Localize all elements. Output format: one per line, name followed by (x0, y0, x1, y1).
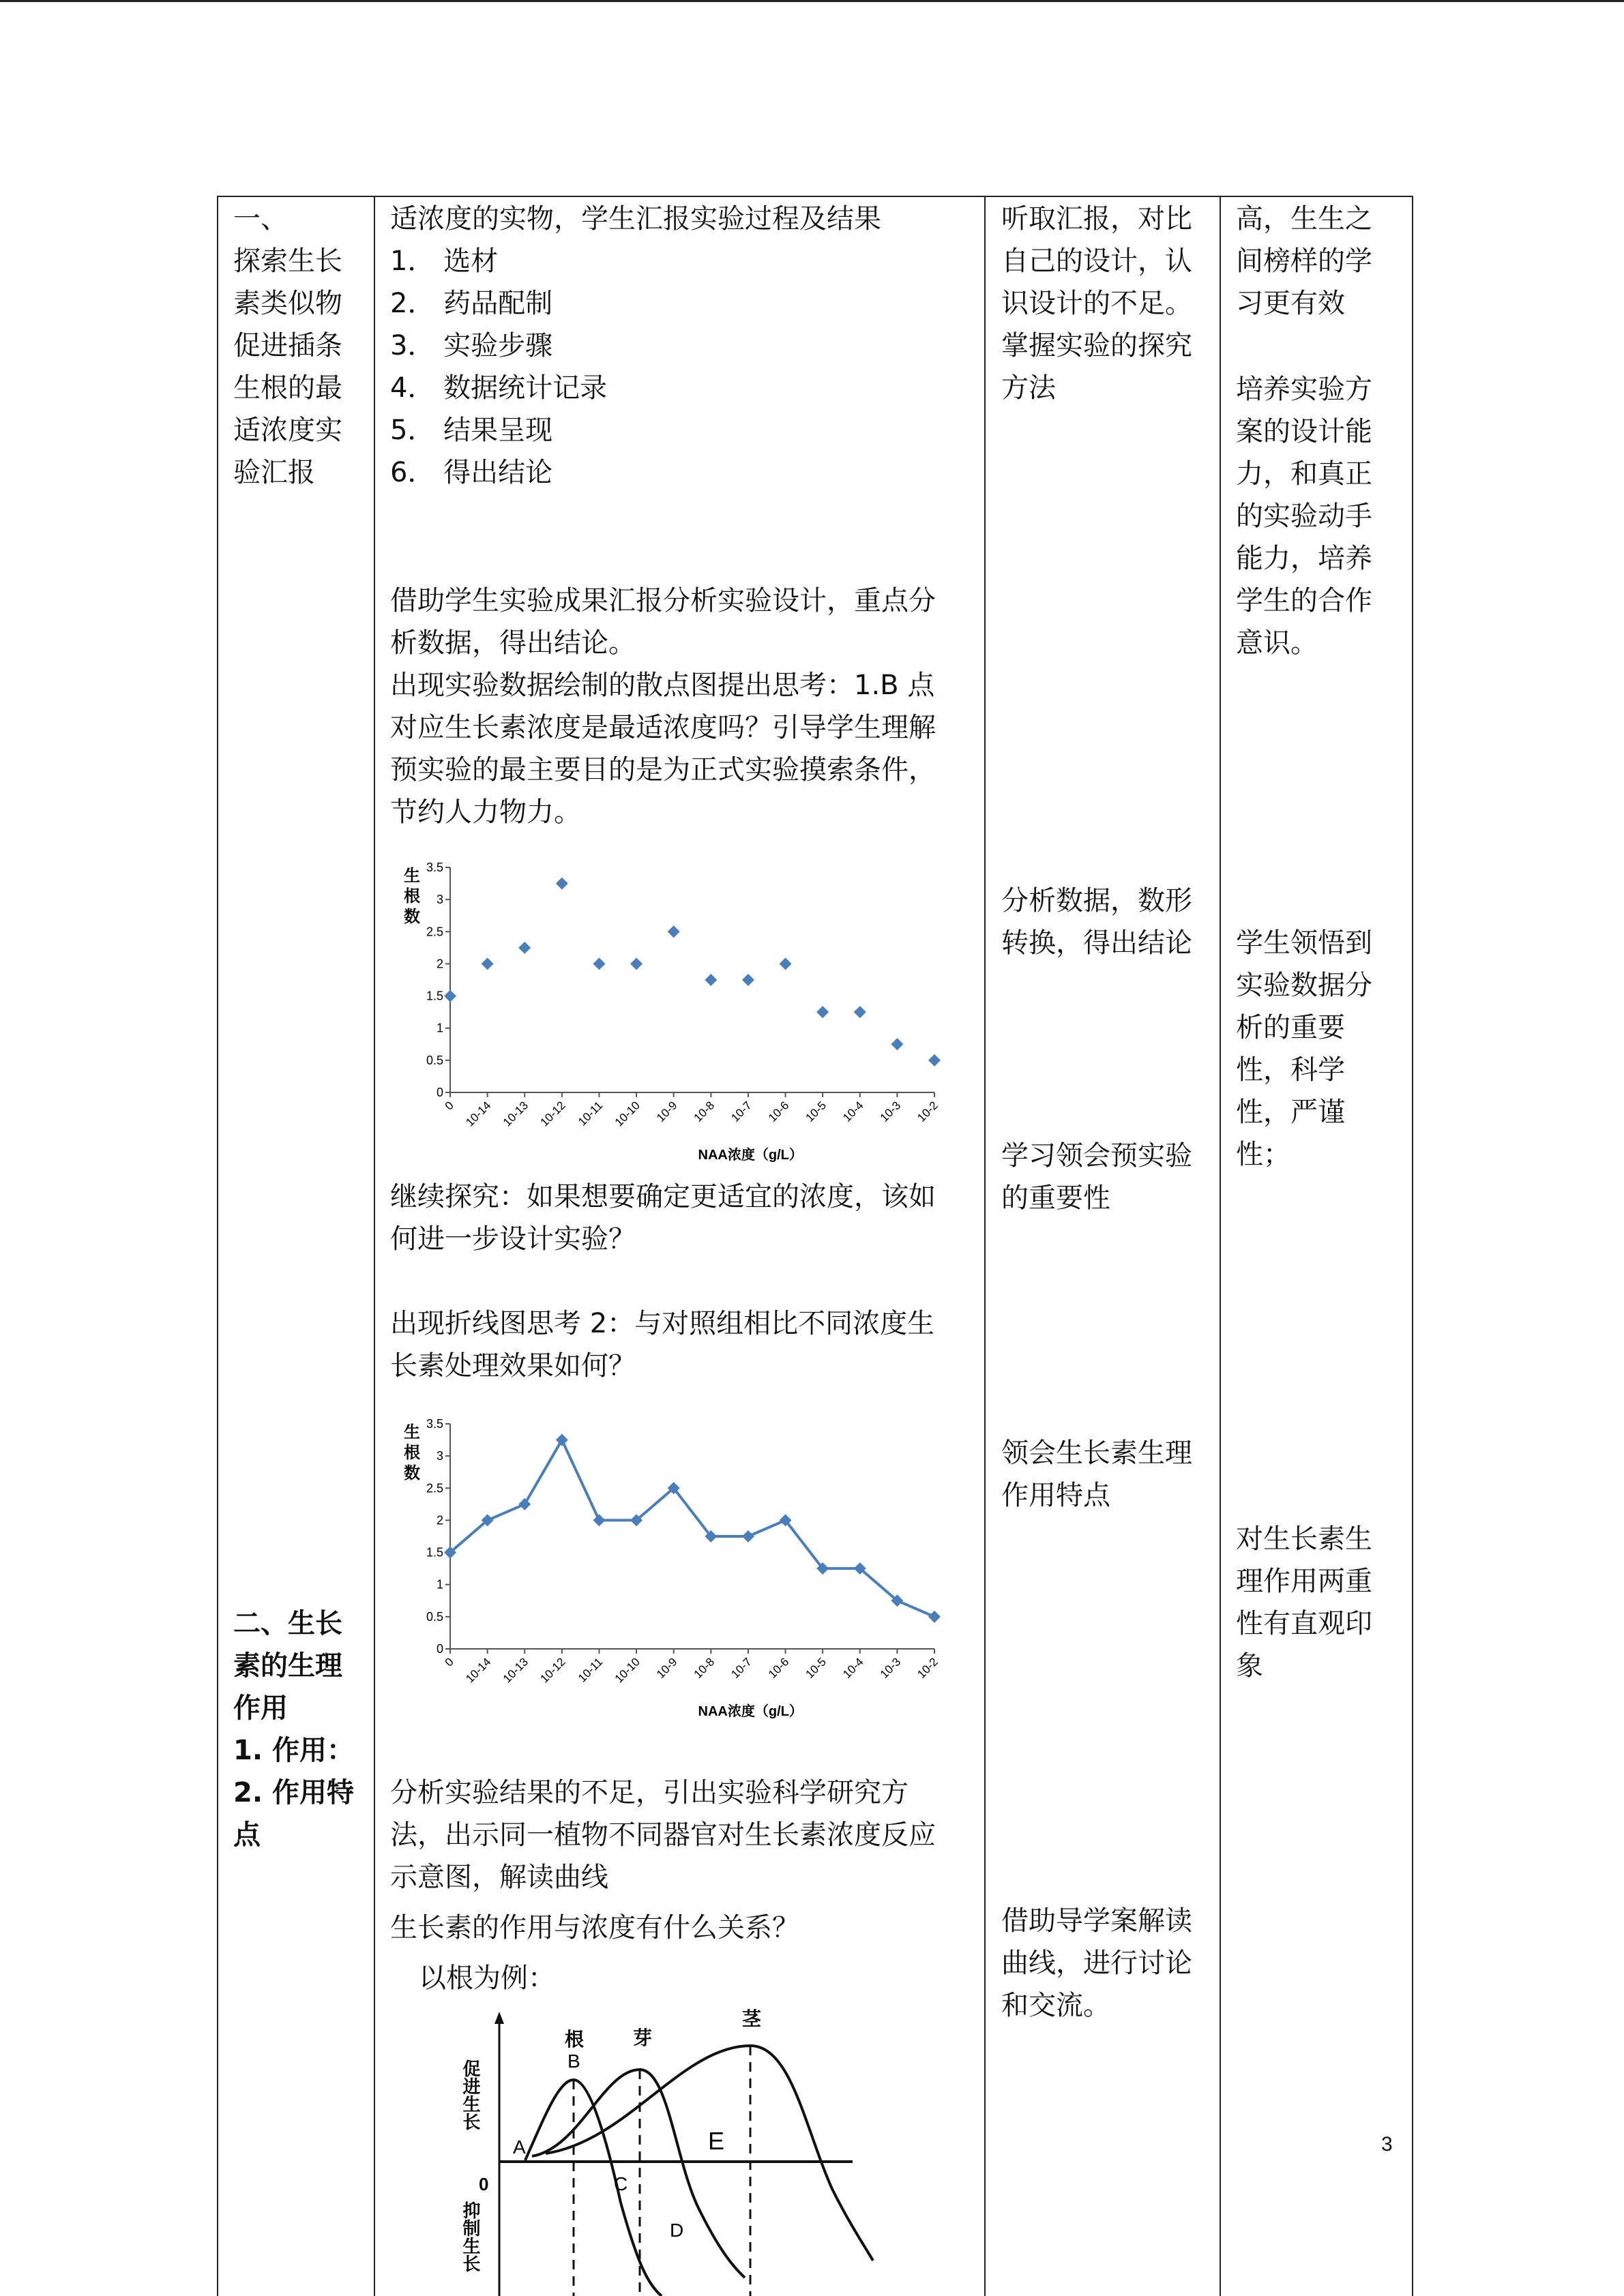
table-column-divider (374, 196, 375, 2296)
x-tick-label: 10-5 (803, 1099, 829, 1124)
bud-curve (532, 2070, 745, 2278)
text-line: 何进一步设计实验？ (390, 1223, 636, 1255)
y-tick-label: 2.5 (426, 1481, 443, 1495)
text-line: 和交流。 (1001, 1990, 1110, 2021)
text-line: 领会生长素生理 (1001, 1437, 1192, 1469)
x-tick-label: 0 (442, 1655, 456, 1669)
text-line: 作用特点 (1001, 1480, 1110, 1511)
data-point (742, 1530, 754, 1542)
x-tick-label: 10-11 (576, 1099, 606, 1129)
x-tick-label: 10-3 (877, 1099, 904, 1124)
series-line (450, 1440, 934, 1617)
section-1-title (233, 198, 342, 494)
y-axis-label: 生 (404, 1423, 420, 1442)
x-tick-label: 0 (442, 1099, 456, 1113)
text-line: 案的设计能 (1236, 416, 1372, 447)
x-tick-label: 10-10 (612, 1655, 643, 1686)
text-line: 适浓度的实物，学生汇报实验过程及结果 (390, 203, 881, 235)
data-point (630, 957, 643, 970)
point-label-d: D (670, 2220, 684, 2241)
text-line: 点 (233, 1819, 261, 1851)
y-tick-label: 0.5 (426, 1053, 443, 1067)
y-tick-label: 0 (436, 1086, 443, 1099)
text-line: 适浓度实 (233, 415, 342, 446)
text-line: 素的生理 (233, 1650, 342, 1682)
x-tick-label: 10-12 (537, 1655, 568, 1686)
student-activity-3 (1001, 1135, 1192, 1219)
x-tick-label: 10-9 (654, 1099, 680, 1124)
student-activity-1 (1001, 198, 1192, 409)
auxin-concentration-question (390, 1907, 799, 1949)
data-point (444, 990, 456, 1002)
text-line: 探索生长 (233, 245, 342, 277)
text-line: 性，科学 (1236, 1054, 1345, 1086)
text-line: 自己的设计，认 (1001, 245, 1192, 277)
text-line: 作用 (233, 1693, 288, 1724)
y-tick-label: 2.5 (426, 925, 443, 939)
y-tick-label: 0.5 (426, 1609, 443, 1624)
x-tick-label: 10-14 (463, 1099, 494, 1129)
data-point (928, 1054, 941, 1067)
text-line: 2. 作用特 (233, 1777, 354, 1808)
text-line: 性，严谨 (1236, 1097, 1345, 1128)
text-line: 力，和真正 (1236, 458, 1372, 490)
x-tick-label: 10-11 (576, 1655, 606, 1685)
data-point (816, 1006, 829, 1018)
x-tick-label: 10-13 (500, 1655, 531, 1686)
y-tick-label: 3.5 (426, 1417, 443, 1431)
point-label-b: B (567, 2051, 580, 2072)
text-line: 预实验的最主要目的是为正式实验摸索条件， (390, 754, 936, 786)
text-line: 听取汇报，对比 (1001, 203, 1192, 235)
table-column-divider (984, 196, 986, 2296)
text-line: 6． 得出结论 (390, 457, 553, 488)
x-tick-label: 10-2 (915, 1099, 941, 1124)
text-line: 对应生长素浓度是最适浓度吗？引导学生理解 (390, 712, 936, 743)
curve-label-root: 根 (565, 2029, 585, 2050)
data-point (668, 925, 680, 938)
text-line: 分析数据，数形 (1001, 885, 1192, 916)
y-axis-arrow (494, 2012, 504, 2024)
text-line: 析的重要 (1236, 1012, 1345, 1043)
data-point (593, 1514, 605, 1526)
text-line: 生长素的作用与浓度有什么关系？ (390, 1912, 799, 1943)
x-axis-label: NAA浓度（g/L） (698, 1704, 803, 1719)
point-label-a: A (513, 2136, 526, 2158)
text-line: 间榜样的学 (1236, 245, 1372, 277)
y-label-zero: 0 (479, 2174, 489, 2194)
text-line: 示意图，解读曲线 (390, 1862, 608, 1893)
page-number: 3 (1381, 2133, 1393, 2156)
y-tick-label: 3 (436, 893, 443, 907)
text-line: 继续探究：如果想要确定更适宜的浓度，该如 (390, 1181, 936, 1212)
y-label-promote: 促进生长 (460, 2059, 481, 2130)
text-line: 掌握实验的探究 (1001, 330, 1192, 361)
text-line: 素类似物 (233, 288, 342, 319)
text-line: 长素处理效果如何？ (390, 1350, 636, 1382)
analysis-paragraph (390, 580, 936, 833)
text-line: 识设计的不足。 (1001, 288, 1192, 319)
x-tick-label: 10-12 (537, 1099, 568, 1129)
x-tick-label: 10-8 (691, 1099, 718, 1124)
data-point (854, 1006, 866, 1018)
x-axis-label: NAA浓度（g/L） (698, 1148, 803, 1163)
text-line: 借助学生实验成果汇报分析实验设计，重点分 (390, 585, 936, 616)
section-2-title (233, 1602, 354, 1856)
data-point (556, 878, 568, 890)
design-intent-1 (1236, 198, 1372, 325)
student-activity-2 (1001, 880, 1192, 964)
text-line: 理作用两重 (1236, 1566, 1372, 1597)
text-line: 节约人力物力。 (390, 796, 581, 828)
text-line: 析数据，得出结论。 (390, 627, 636, 659)
text-line: 习更有效 (1236, 288, 1345, 319)
y-tick-label: 2 (436, 957, 443, 971)
text-line: 方法 (1001, 372, 1056, 404)
x-tick-label: 10-6 (765, 1655, 792, 1681)
design-intent-4 (1236, 1518, 1372, 1687)
y-label-inhibit: 抑制生长 (460, 2201, 481, 2272)
auxin-response-curves (460, 2005, 914, 2296)
x-tick-label: 10-7 (728, 1099, 754, 1124)
curve-label-bud: 芽 (633, 2027, 653, 2048)
data-point (482, 957, 494, 970)
root-curve (525, 2080, 662, 2296)
data-point (928, 1611, 941, 1623)
x-tick-label: 10-4 (840, 1099, 866, 1124)
text-line: 4． 数据统计记录 (390, 372, 608, 404)
x-tick-label: 10-10 (612, 1099, 643, 1129)
x-tick-label: 10-13 (500, 1099, 531, 1129)
text-line: 促进插条 (233, 330, 342, 361)
line-chart-question (390, 1302, 934, 1387)
text-line: 性； (1236, 1139, 1290, 1170)
x-tick-label: 10-7 (728, 1655, 754, 1681)
y-tick-label: 1 (436, 1021, 443, 1035)
design-intent-2 (1236, 368, 1372, 664)
text-line: 以根为例： (419, 1963, 555, 1994)
data-point (705, 974, 717, 986)
x-tick-label: 10-3 (877, 1655, 904, 1681)
text-line: 转换，得出结论 (1001, 927, 1192, 959)
line-chart (390, 1417, 956, 1717)
text-line: 学习领会预实验 (1001, 1140, 1192, 1172)
scatter-chart (390, 861, 956, 1161)
report-steps (390, 198, 881, 494)
design-intent-3 (1236, 922, 1372, 1176)
y-axis-label: 数 (404, 908, 420, 926)
text-line: 学生的合作 (1236, 585, 1372, 616)
y-tick-label: 1 (436, 1577, 443, 1592)
text-line: 1. 作用： (233, 1735, 354, 1766)
y-tick-label: 1.5 (426, 989, 443, 1003)
text-line: 一、 (233, 203, 288, 235)
data-point (780, 957, 792, 970)
text-line: 5． 结果呈现 (390, 415, 553, 446)
data-point (742, 974, 754, 986)
text-line: 象 (1236, 1650, 1263, 1682)
y-axis-label: 根 (404, 887, 420, 906)
y-tick-label: 0 (436, 1642, 443, 1656)
y-tick-label: 2 (436, 1513, 443, 1527)
point-label-c: C (614, 2173, 628, 2194)
text-line: 性有直观印 (1236, 1608, 1372, 1639)
text-line: 验汇报 (233, 457, 315, 488)
curve-label-stem: 茎 (742, 2008, 762, 2029)
text-line: 意识。 (1236, 627, 1318, 659)
text-line: 曲线，进行讨论 (1001, 1948, 1192, 1979)
text-line: 能力，培养 (1236, 543, 1372, 574)
student-activity-4 (1001, 1432, 1192, 1517)
y-axis-label: 数 (404, 1464, 420, 1482)
text-line: 培养实验方 (1236, 374, 1372, 405)
y-tick-label: 3 (436, 1449, 443, 1463)
root-example (419, 1957, 555, 1999)
data-point (593, 957, 605, 970)
text-line: 对生长素生 (1236, 1523, 1372, 1555)
text-line: 的重要性 (1001, 1182, 1110, 1214)
x-tick-label: 10-6 (765, 1099, 792, 1124)
experiment-deficiency (390, 1772, 936, 1898)
x-tick-label: 10-4 (840, 1655, 866, 1681)
y-tick-label: 1.5 (426, 1545, 443, 1560)
y-axis-label: 根 (404, 1444, 420, 1462)
x-tick-label: 10-8 (691, 1655, 718, 1681)
student-activity-5 (1001, 1900, 1192, 2027)
text-line: 高，生生之 (1236, 203, 1372, 235)
x-tick-label: 10-2 (915, 1655, 941, 1681)
x-tick-label: 10-5 (803, 1655, 829, 1681)
text-line: 法，出示同一植物不同器官对生长素浓度反应 (390, 1819, 936, 1851)
text-line: 1． 选材 (390, 245, 499, 277)
text-line: 出现折线图思考 2：与对照组相比不同浓度生 (390, 1308, 935, 1339)
text-line: 3． 实验步骤 (390, 330, 553, 361)
text-line: 的实验动手 (1236, 501, 1372, 532)
data-point (556, 1434, 568, 1446)
text-line: 2． 药品配制 (390, 288, 553, 319)
table-column-divider (1220, 196, 1221, 2296)
x-tick-label: 10-14 (463, 1655, 494, 1686)
data-point (518, 942, 531, 954)
y-tick-label: 3.5 (426, 861, 443, 874)
y-axis-label: 生 (404, 867, 420, 885)
point-label-e: E (708, 2127, 725, 2155)
continue-inquiry (390, 1176, 936, 1260)
text-line: 学生领悟到 (1236, 927, 1372, 959)
text-line: 生根的最 (233, 372, 342, 404)
data-point (518, 1498, 531, 1510)
text-line: 实验数据分 (1236, 970, 1372, 1001)
text-line: 借助导学案解读 (1001, 1905, 1192, 1937)
data-point (891, 1038, 903, 1050)
text-line: 二、生长 (233, 1608, 342, 1639)
page-top-border (0, 0, 1624, 2)
text-line: 出现实验数据绘制的散点图提出思考：1.B 点 (390, 670, 935, 701)
x-tick-label: 10-9 (654, 1655, 680, 1681)
text-line: 分析实验结果的不足，引出实验科学研究方 (390, 1777, 909, 1808)
